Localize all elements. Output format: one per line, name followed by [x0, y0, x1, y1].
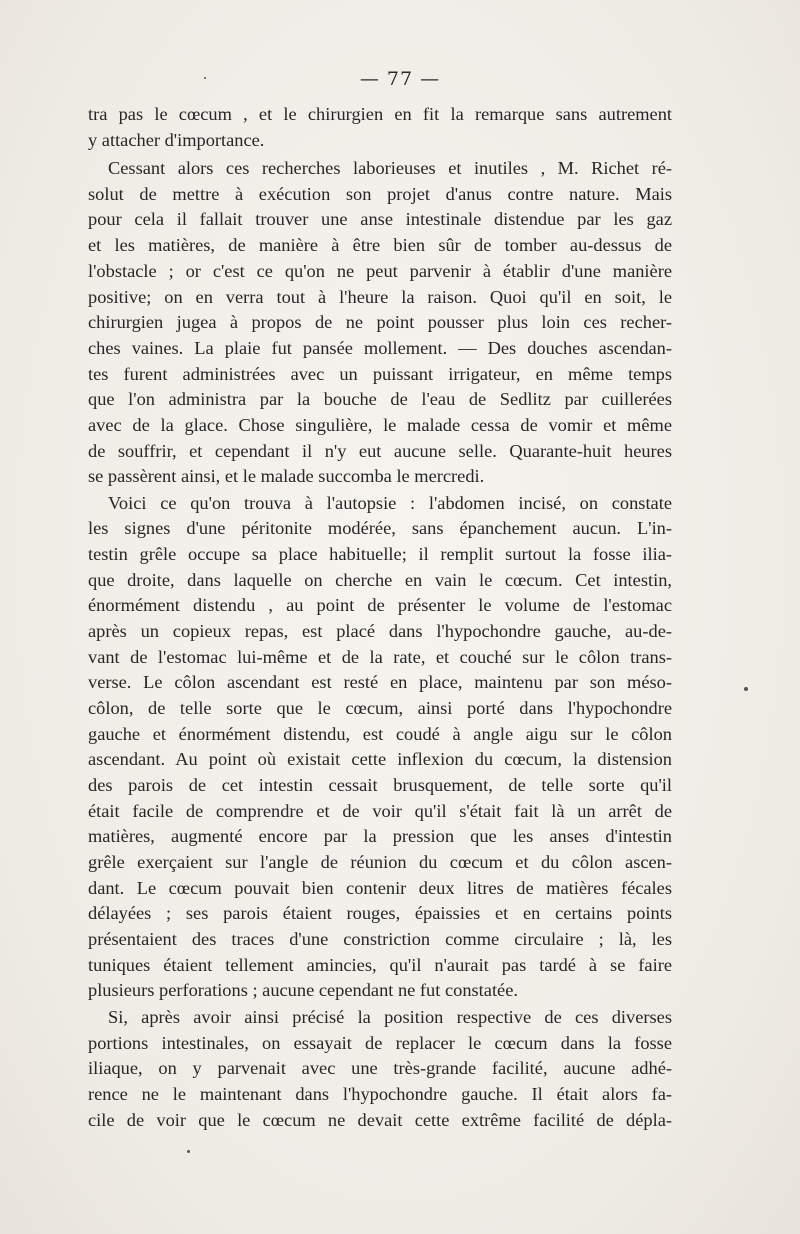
text-line: portions intestinales, on essayait de replacer le cœcum dans la fosse	[88, 1033, 672, 1053]
paper-speck	[204, 77, 206, 79]
text-line: vant de l'estomac lui-même et de la rate, et couché sur le côlon trans-	[88, 647, 672, 667]
text-line: rence ne le maintenant dans l'hypochondre gauche. Il était alors fa-	[88, 1084, 672, 1104]
text-line: que droite, dans laquelle on cherche en vain le cœcum. Cet intestin,	[88, 570, 672, 590]
text-line: grêle exerçaient sur l'angle de réunion du cœcum et du côlon ascen-	[88, 852, 672, 872]
text-line: solut de mettre à exécution son projet d'anus contre nature. Mais	[88, 184, 672, 204]
text-line: dant. Le cœcum pouvait bien contenir deux litres de matières fécales	[88, 878, 672, 898]
text-line: tuniques étaient tellement amincies, qu'il n'aurait pas tardé à se faire	[88, 955, 672, 975]
text-line: chirurgien jugea à propos de ne point pousser plus loin ces recher-	[88, 312, 672, 332]
text-line: énormément distendu , au point de présenter le volume de l'estomac	[88, 595, 672, 615]
text-line: ches vaines. La plaie fut pansée mollement. — Des douches ascendan-	[88, 338, 672, 358]
paper-speck	[187, 1150, 190, 1153]
text-line: cile de voir que le cœcum ne devait cette extrême facilité de dépla-	[88, 1110, 672, 1130]
text-line: Si, après avoir ainsi précisé la position respective de ces diverses	[108, 1007, 672, 1027]
text-line: verse. Le côlon ascendant est resté en place, maintenu par son méso-	[88, 672, 672, 692]
text-line: de souffrir, et cependant il n'y eut aucune selle. Quarante-huit heures	[88, 441, 672, 461]
text-line: tes furent administrées avec un puissant irrigateur, en même temps	[88, 364, 672, 384]
text-line: avec de la glace. Chose singulière, le malade cessa de vomir et même	[88, 415, 672, 435]
text-line: testin grêle occupe sa place habituelle; il remplit surtout la fosse ilia-	[88, 544, 672, 564]
text-line: matières, augmenté encore par la pression que les anses d'intestin	[88, 826, 672, 846]
text-line: se passèrent ainsi, et le malade succomba le mercredi.	[88, 466, 485, 486]
text-line: positive; on en verra tout à l'heure la raison. Quoi qu'il en soit, le	[88, 287, 672, 307]
text-line: plusieurs perforations ; aucune cependant ne fut constatée.	[88, 980, 518, 1000]
text-line: côlon, de telle sorte que le cœcum, ainsi porté dans l'hypochondre	[88, 698, 672, 718]
text-line: tra pas le cœcum , et le chirurgien en fit la remarque sans autrement	[88, 104, 672, 124]
text-line: était facile de comprendre et de voir qu'il s'était fait là un arrêt de	[88, 801, 672, 821]
text-line: que l'on administra par la bouche de l'eau de Sedlitz par cuillerées	[88, 389, 672, 409]
text-line: ascendant. Au point où existait cette inflexion du cœcum, la distension	[88, 749, 672, 769]
text-line: pour cela il fallait trouver une anse intestinale distendue par les gaz	[88, 209, 672, 229]
text-line: gauche et énormément distendu, est coudé à angle aigu sur le côlon	[88, 724, 672, 744]
text-line: des parois de cet intestin cessait brusquement, de telle sorte qu'il	[88, 775, 672, 795]
text-line: y attacher d'importance.	[88, 130, 265, 150]
text-line: les signes d'une péritonite modérée, sans épanchement aucun. L'in-	[88, 518, 672, 538]
text-line: iliaque, on y parvenait avec une très-grande facilité, aucune adhé-	[88, 1058, 672, 1078]
paper-speck	[744, 687, 748, 691]
text-line: et les matières, de manière à être bien sûr de tomber au-dessus de	[88, 235, 672, 255]
text-line: après un copieux repas, est placé dans l'hypochondre gauche, au-de-	[88, 621, 672, 641]
text-line: Cessant alors ces recherches laborieuses et inutiles , M. Richet ré-	[108, 158, 672, 178]
text-line: l'obstacle ; or c'est ce qu'on ne peut parvenir à établir d'une manière	[88, 261, 672, 281]
text-line: Voici ce qu'on trouva à l'autopsie : l'abdomen incisé, on constate	[108, 493, 672, 513]
text-line: présentaient des traces d'une constriction comme circulaire ; là, les	[88, 929, 672, 949]
text-line: délayées ; ses parois étaient rouges, épaissies et en certains points	[88, 903, 672, 923]
page-number: — 77 —	[359, 68, 441, 90]
